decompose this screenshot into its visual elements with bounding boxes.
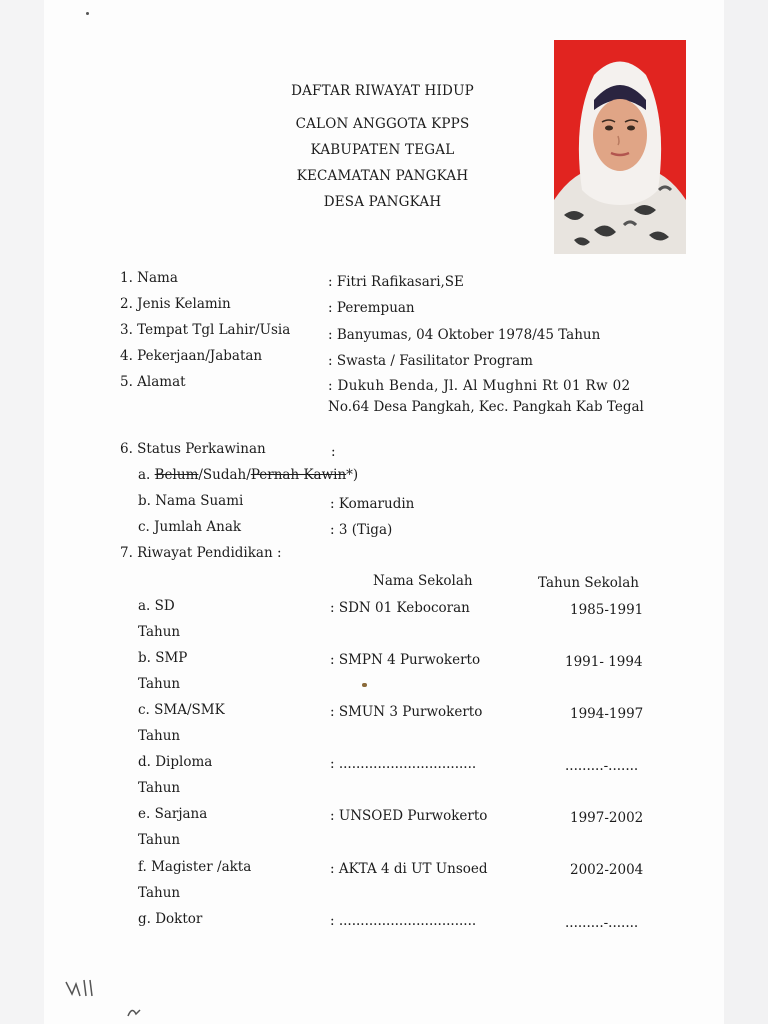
marital-option-prefix: a.: [138, 467, 155, 483]
education-tahun-label: Tahun: [138, 885, 181, 901]
field-value-pekerjaan: : Swasta / Fasilitator Program: [328, 353, 533, 369]
marital-option-suffix: *): [346, 467, 359, 483]
education-school: : ................................: [330, 756, 477, 772]
marital-option-sudah: /Sudah/: [198, 467, 251, 483]
education-tahun-label: Tahun: [138, 676, 181, 692]
education-school: : ................................: [330, 913, 477, 929]
education-years: .........-.......: [565, 915, 639, 931]
education-school: : SMUN 3 Purwokerto: [330, 704, 483, 720]
education-years: 1985-1991: [570, 602, 644, 618]
education-school: : SMPN 4 Purwokerto: [330, 652, 481, 668]
page-margin-right: [724, 0, 768, 1024]
marital-options: [138, 467, 358, 483]
education-tahun-label: Tahun: [138, 780, 181, 796]
section-label-pendidikan: 7. Riwayat Pendidikan :: [120, 545, 282, 561]
field-value-alamat-line1: : Dukuh Benda, Jl. Al Mughni Rt 01 Rw 02: [328, 378, 631, 394]
field-label-pekerjaan: 4. Pekerjaan/Jabatan: [120, 348, 263, 364]
education-school: : AKTA 4 di UT Unsoed: [330, 861, 488, 877]
doc-subtitle-kecamatan: KECAMATAN PANGKAH: [296, 168, 469, 184]
field-label-jumlah-anak: c. Jumlah Anak: [138, 519, 242, 535]
portrait-image: [554, 40, 686, 254]
doc-title: DAFTAR RIWAYAT HIDUP: [291, 83, 474, 99]
education-years: 1997-2002: [570, 810, 644, 826]
field-value-nama: : Fitri Rafikasari,SE: [328, 274, 464, 290]
education-school: : UNSOED Purwokerto: [330, 808, 488, 824]
column-header-tahun-sekolah: Tahun Sekolah: [538, 575, 639, 591]
field-colon-status: :: [331, 444, 336, 460]
doc-subtitle-desa: DESA PANGKAH: [323, 194, 442, 210]
doc-subtitle-kabupaten: KABUPATEN TEGAL: [310, 142, 455, 158]
scan-speck: [362, 683, 367, 687]
field-value-jenis-kelamin: : Perempuan: [328, 300, 415, 316]
field-value-ttl: : Banyumas, 04 Oktober 1978/45 Tahun: [328, 327, 601, 343]
scan-speck: [86, 12, 89, 15]
education-level: f. Magister /akta: [138, 859, 252, 875]
education-tahun-label: Tahun: [138, 832, 181, 848]
education-years: .........-.......: [565, 758, 639, 774]
field-label-nama: 1. Nama: [120, 270, 178, 286]
education-level: e. Sarjana: [138, 806, 208, 822]
page-margin-left: [0, 0, 44, 1024]
handwritten-mark-small: [126, 1004, 142, 1018]
field-label-ttl: 3. Tempat Tgl Lahir/Usia: [120, 322, 291, 338]
field-label-status-perkawinan: 6. Status Perkawinan: [120, 441, 266, 457]
education-tahun-label: Tahun: [138, 728, 181, 744]
field-value-nama-suami: : Komarudin: [330, 496, 415, 512]
passport-photo: [554, 40, 686, 254]
education-years: 1994-1997: [570, 706, 644, 722]
doc-subtitle-kpps: CALON ANGGOTA KPPS: [295, 116, 470, 132]
handwritten-mark: [64, 976, 104, 1000]
field-label-jenis-kelamin: 2. Jenis Kelamin: [120, 296, 231, 312]
marital-option-pernah-kawin: Pernah Kawin: [250, 467, 347, 483]
education-tahun-label: Tahun: [138, 624, 181, 640]
education-years: 2002-2004: [570, 862, 644, 878]
marital-option-belum: Belum: [154, 467, 199, 483]
education-level: a. SD: [138, 598, 175, 614]
field-value-jumlah-anak: : 3 (Tiga): [330, 522, 393, 538]
education-level: g. Doktor: [138, 911, 203, 927]
field-label-alamat: 5. Alamat: [120, 374, 186, 390]
column-header-nama-sekolah: Nama Sekolah: [373, 573, 473, 589]
education-school: : SDN 01 Kebocoran: [330, 600, 470, 616]
education-level: b. SMP: [138, 650, 188, 666]
education-level: d. Diploma: [138, 754, 213, 770]
field-label-nama-suami: b. Nama Suami: [138, 493, 244, 509]
education-level: c. SMA/SMK: [138, 702, 225, 718]
education-years: 1991- 1994: [565, 654, 643, 670]
field-value-alamat-line2: No.64 Desa Pangkah, Kec. Pangkah Kab Tegal: [328, 399, 644, 415]
